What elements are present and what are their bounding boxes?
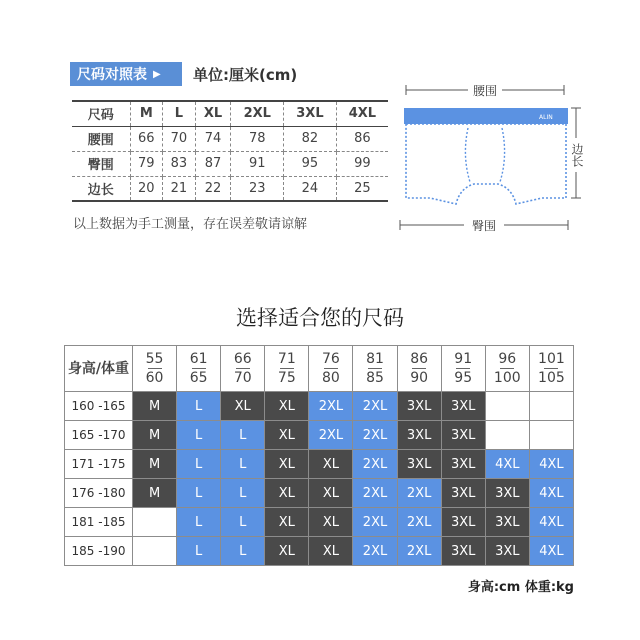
row-label-hip: 臀围 — [72, 151, 130, 176]
weight-range-high: 105 — [538, 370, 565, 386]
size-recommendation-cell: 3XL — [485, 479, 529, 508]
size-recommendation-cell: XL — [265, 392, 309, 421]
size-table-cell: 24 — [284, 176, 337, 201]
weight-range-low: 101 — [538, 351, 565, 367]
weight-range-high: 95 — [454, 370, 473, 386]
fit-table-row — [65, 479, 574, 508]
size-table-row-waist — [72, 126, 388, 151]
size-recommendation-cell — [133, 508, 177, 537]
size-recommendation-cell: XL — [265, 479, 309, 508]
range-separator — [368, 368, 382, 369]
size-recommendation-cell: 2XL — [397, 479, 441, 508]
size-table-cell: 83 — [163, 151, 196, 176]
fit-table-header-row — [65, 346, 574, 392]
size-table-header-cell: 尺码 — [72, 101, 130, 126]
size-table-header-row — [72, 101, 388, 126]
size-recommendation-cell: 3XL — [397, 392, 441, 421]
size-recommendation-cell: 2XL — [353, 450, 397, 479]
weight-range-high: 80 — [322, 370, 340, 386]
fit-table-row — [65, 508, 574, 537]
weight-range-header — [397, 346, 441, 392]
size-table-cell: 95 — [284, 151, 337, 176]
size-recommendation-cell: 4XL — [529, 450, 573, 479]
side-length-label: 边长 — [570, 143, 584, 167]
weight-range-header — [441, 346, 485, 392]
fit-table — [64, 345, 574, 566]
weight-range-low: 96 — [498, 351, 517, 367]
weight-range-low: 86 — [410, 351, 429, 367]
height-range-label: 160 -165 — [65, 392, 133, 421]
weight-range-header — [353, 346, 397, 392]
underwear-diagram — [392, 80, 592, 240]
size-recommendation-cell: L — [177, 537, 221, 566]
size-recommendation-cell: 3XL — [441, 537, 485, 566]
size-recommendation-cell: 3XL — [485, 508, 529, 537]
range-separator — [192, 368, 206, 369]
size-table-header-cell: M — [130, 101, 163, 126]
size-table-cell: 99 — [336, 151, 388, 176]
size-table-header-cell: 4XL — [336, 101, 388, 126]
fit-table-row — [65, 392, 574, 421]
size-recommendation-cell: L — [221, 508, 265, 537]
height-range-label: 176 -180 — [65, 479, 133, 508]
weight-range-low: 61 — [189, 351, 208, 367]
size-recommendation-cell: 3XL — [441, 421, 485, 450]
height-range-label: 185 -190 — [65, 537, 133, 566]
waist-label: 腰围 — [472, 84, 498, 98]
size-recommendation-cell: 3XL — [397, 421, 441, 450]
play-arrow-icon: ▶ — [153, 68, 161, 80]
size-table-cell: 70 — [163, 126, 196, 151]
range-separator — [148, 368, 162, 369]
size-recommendation-cell: 2XL — [353, 537, 397, 566]
unit-label: 单位:厘米(cm) — [193, 66, 298, 84]
size-recommendation-cell: XL — [309, 508, 353, 537]
size-table-cell: 78 — [231, 126, 284, 151]
weight-range-high: 70 — [233, 370, 252, 386]
size-table-cell: 91 — [231, 151, 284, 176]
weight-range-low: 81 — [366, 351, 384, 367]
weight-range-header — [265, 346, 309, 392]
size-recommendation-cell — [529, 421, 573, 450]
size-recommendation-cell: M — [133, 479, 177, 508]
size-recommendation-cell: XL — [265, 421, 309, 450]
size-recommendation-cell: 3XL — [441, 392, 485, 421]
size-recommendation-cell: L — [221, 421, 265, 450]
size-recommendation-cell: L — [221, 537, 265, 566]
banner-label: 尺码对照表 — [77, 67, 147, 83]
size-table-cell: 25 — [354, 180, 371, 196]
size-recommendation-cell: 2XL — [309, 421, 353, 450]
size-recommendation-cell — [133, 537, 177, 566]
size-recommendation-cell: M — [133, 450, 177, 479]
height-range-label: 165 -170 — [65, 421, 133, 450]
weight-range-high: 100 — [493, 370, 521, 386]
weight-range-header — [309, 346, 353, 392]
size-table-cell: 21 — [163, 176, 196, 201]
size-recommendation-cell: 2XL — [397, 508, 441, 537]
weight-range-header — [133, 346, 177, 392]
weight-range-low: 55 — [145, 351, 164, 367]
size-recommendation-cell: 4XL — [529, 479, 573, 508]
weight-range-high: 85 — [366, 370, 384, 386]
weight-range-header — [177, 346, 221, 392]
size-recommendation-cell: XL — [309, 537, 353, 566]
size-recommendation-cell: M — [133, 392, 177, 421]
size-recommendation-cell: L — [221, 479, 265, 508]
fit-table-row — [65, 421, 574, 450]
size-recommendation-cell: 3XL — [485, 537, 529, 566]
size-recommendation-cell: L — [177, 479, 221, 508]
size-recommendation-cell: 3XL — [441, 479, 485, 508]
weight-range-low: 71 — [277, 351, 296, 367]
size-table-cell: 23 — [231, 176, 284, 201]
range-separator — [236, 368, 250, 369]
size-recommendation-cell: 4XL — [529, 537, 573, 566]
size-recommendation-cell: XL — [265, 537, 309, 566]
range-separator — [500, 368, 514, 369]
size-table-cell: 74 — [195, 126, 231, 151]
weight-range-high: 75 — [277, 370, 296, 386]
size-recommendation-cell: L — [177, 392, 221, 421]
size-recommendation-cell: L — [177, 421, 221, 450]
range-separator — [280, 368, 294, 369]
size-recommendation-cell: 2XL — [353, 508, 397, 537]
fit-table-body — [65, 346, 574, 566]
size-recommendation-cell: 2XL — [353, 421, 397, 450]
size-recommendation-cell: 2XL — [397, 537, 441, 566]
range-separator — [412, 368, 426, 369]
size-recommendation-cell — [485, 392, 529, 421]
size-recommendation-cell: 3XL — [441, 450, 485, 479]
size-table-row-side — [72, 176, 388, 201]
row-label-waist: 腰围 — [72, 126, 130, 151]
size-table-header-cell: 2XL — [231, 101, 284, 126]
size-table — [72, 100, 388, 202]
size-recommendation-cell: 3XL — [397, 450, 441, 479]
size-table-cell: 22 — [195, 176, 231, 201]
size-table-cell: 66 — [130, 126, 163, 151]
brief-outline — [406, 124, 566, 204]
measurement-note: 以上数据为手工测量，存在误差敬请谅解 — [73, 217, 308, 232]
fit-table-corner: 身高/体重 — [65, 346, 133, 392]
size-recommendation-cell: 3XL — [441, 508, 485, 537]
weight-range-low: 66 — [233, 351, 252, 367]
height-range-label: 181 -185 — [65, 508, 133, 537]
size-recommendation-cell: XL — [221, 392, 265, 421]
range-separator — [544, 368, 558, 369]
fit-section-title: 选择适合您的尺码 — [236, 306, 404, 330]
size-recommendation-cell: M — [133, 421, 177, 450]
size-table-header-cell: L — [163, 101, 196, 126]
size-recommendation-cell — [485, 421, 529, 450]
size-recommendation-cell: 4XL — [485, 450, 529, 479]
weight-range-low: 91 — [454, 351, 473, 367]
size-recommendation-cell: 4XL — [529, 508, 573, 537]
height-range-label: 171 -175 — [65, 450, 133, 479]
size-recommendation-cell: L — [177, 508, 221, 537]
fit-table-row — [65, 537, 574, 566]
row-label-side: 边长 — [72, 176, 130, 201]
weight-range-header — [529, 346, 573, 392]
size-chart-banner — [70, 62, 182, 86]
hip-label: 臀围 — [471, 219, 497, 233]
size-recommendation-cell — [529, 392, 573, 421]
size-recommendation-cell: L — [221, 450, 265, 479]
size-recommendation-cell: XL — [309, 450, 353, 479]
range-separator — [324, 368, 338, 369]
size-recommendation-cell: XL — [265, 508, 309, 537]
weight-range-low: 76 — [322, 351, 340, 367]
size-table-cell: 79 — [130, 151, 163, 176]
footer-unit-label: 身高:cm 体重:kg — [467, 580, 574, 595]
size-table-header-cell: 3XL — [284, 101, 337, 126]
brand-label: ALIN — [539, 114, 553, 121]
range-separator — [456, 368, 470, 369]
size-table-cell: 20 — [130, 176, 163, 201]
size-table-row-hip — [72, 151, 388, 176]
weight-range-high: 60 — [145, 370, 164, 386]
weight-range-header — [485, 346, 529, 392]
weight-range-header — [221, 346, 265, 392]
size-recommendation-cell: XL — [309, 479, 353, 508]
fit-table-row — [65, 450, 574, 479]
size-recommendation-cell: 2XL — [353, 392, 397, 421]
size-table-cell: 86 — [336, 126, 388, 151]
weight-range-high: 90 — [410, 370, 429, 386]
weight-range-high: 65 — [189, 370, 208, 386]
size-recommendation-cell: 2XL — [353, 479, 397, 508]
size-table-cell: 82 — [284, 126, 337, 151]
pouch-seam — [465, 128, 504, 182]
size-table-cell: 87 — [195, 151, 231, 176]
size-recommendation-cell: L — [177, 450, 221, 479]
size-recommendation-cell: XL — [265, 450, 309, 479]
size-recommendation-cell: 2XL — [309, 392, 353, 421]
size-table-header-cell: XL — [195, 101, 231, 126]
